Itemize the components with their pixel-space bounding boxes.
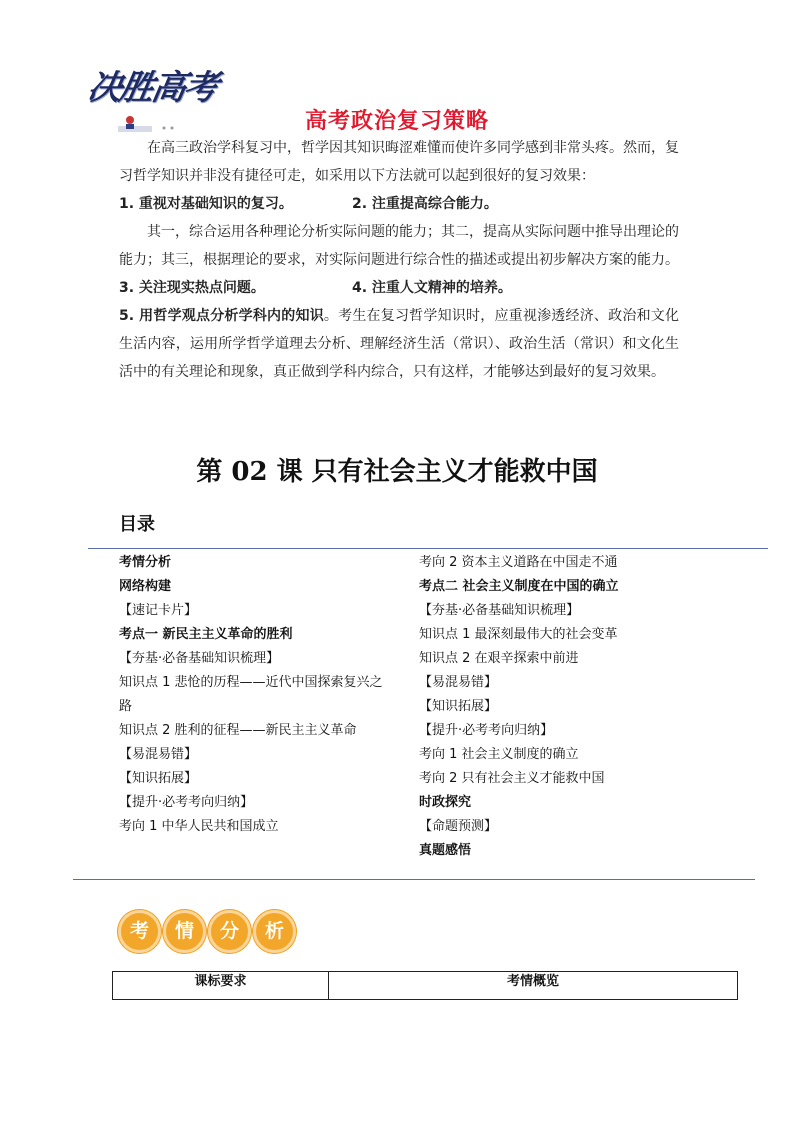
table-header-cell: 课标要求 <box>113 972 329 1000</box>
badge-char: 析 <box>253 910 296 953</box>
toc-item[interactable]: 【命题预测】 <box>419 819 498 834</box>
toc-item[interactable]: 【夯基·必备基础知识梳理】 <box>419 603 580 618</box>
toc-item[interactable]: 网络构建 <box>119 579 172 594</box>
tip-5 <box>119 302 679 386</box>
page-title: 高考政治复习策略 <box>304 109 489 134</box>
requirements-table <box>112 971 738 1000</box>
toc-item[interactable]: 知识点 1 悲怆的历程——近代中国探索复兴之路 <box>119 675 383 714</box>
tip-4: 4. 注重人文精神的培养。 <box>352 280 512 296</box>
toc-item[interactable]: 【速记卡片】 <box>119 603 198 618</box>
toc-left-column <box>119 551 389 839</box>
intro-block <box>119 134 679 386</box>
toc-item[interactable]: 【知识拓展】 <box>119 771 198 786</box>
toc-item[interactable]: 考向 1 社会主义制度的确立 <box>419 747 579 762</box>
toc-item[interactable]: 真题感悟 <box>419 843 472 858</box>
tip-5-body: 。考生在复习哲学知识时，应重视渗透经济、政治和文化生活内容，运用所学哲学道理去分析、理解经济生活（常识）、政治生活（常识）和文化生活中的有关理论和现象，真正做到学科内综合，只有这样，才能够达到最好的复习效果。 <box>119 308 679 380</box>
tip-1: 1. 重视对基础知识的复习。 <box>119 196 293 212</box>
toc-item[interactable]: 知识点 2 在艰辛探索中前进 <box>419 651 579 666</box>
badge-char: 分 <box>208 910 251 953</box>
toc-item[interactable]: 考向 2 只有社会主义才能救中国 <box>419 771 605 786</box>
toc-item[interactable]: 【提升·必考考向归纳】 <box>119 795 254 810</box>
section-badge-exam-analysis <box>118 910 296 956</box>
intro-paragraph-2: 其一，综合运用各种理论分析实际问题的能力；其二，提高从实际问题中推导出理论的能力；其三，根据理论的要求，对实际问题进行综合性的描述或提出初步解决方案的能力。 <box>119 224 679 268</box>
toc-item[interactable]: 【易混易错】 <box>119 747 198 762</box>
toc-item[interactable]: 考点一 新民主主义革命的胜利 <box>119 627 293 642</box>
badge-char: 考 <box>118 910 161 953</box>
lesson-title: 第 02 课 只有社会主义才能救中国 <box>196 457 598 487</box>
intro-paragraph-1: 在高三政治学科复习中，哲学因其知识晦涩难懂而使许多同学感到非常头疼。然而，复习哲学知识并非没有捷径可走，如采用以下方法就可以起到很好的复习效果： <box>119 140 679 184</box>
tip-3: 3. 关注现实热点问题。 <box>119 280 265 296</box>
toc-item[interactable]: 知识点 1 最深刻最伟大的社会变革 <box>419 627 618 642</box>
toc-right-column <box>419 551 719 863</box>
toc-item[interactable]: 时政探究 <box>419 795 472 810</box>
toc-divider-bottom <box>73 879 755 880</box>
tips-row-2 <box>119 274 679 302</box>
toc-divider-top <box>88 548 768 549</box>
toc-item[interactable]: 考向 2 资本主义道路在中国走不通 <box>419 555 618 570</box>
toc-item[interactable]: 考情分析 <box>119 555 172 570</box>
logo-text: 决胜高考 <box>84 68 220 108</box>
tips-row-1 <box>119 190 679 218</box>
toc-item[interactable]: 知识点 2 胜利的征程——新民主主义革命 <box>119 723 357 738</box>
tip-2: 2. 注重提高综合能力。 <box>352 196 498 212</box>
toc-item[interactable]: 考点二 社会主义制度在中国的确立 <box>419 579 619 594</box>
badge-char: 情 <box>163 910 206 953</box>
tip-5-heading: 5. 用哲学观点分析学科内的知识 <box>119 308 324 324</box>
toc-item[interactable]: 考向 1 中华人民共和国成立 <box>119 819 279 834</box>
toc-item[interactable]: 【提升·必考考向归纳】 <box>419 723 554 738</box>
toc-title: 目录 <box>119 514 155 535</box>
toc-item[interactable]: 【夯基·必备基础知识梳理】 <box>119 651 280 666</box>
toc-item[interactable]: 【易混易错】 <box>419 675 498 690</box>
table-header-row <box>113 972 738 1000</box>
table-header-cell: 考情概览 <box>329 972 738 1000</box>
toc-item[interactable]: 【知识拓展】 <box>419 699 498 714</box>
